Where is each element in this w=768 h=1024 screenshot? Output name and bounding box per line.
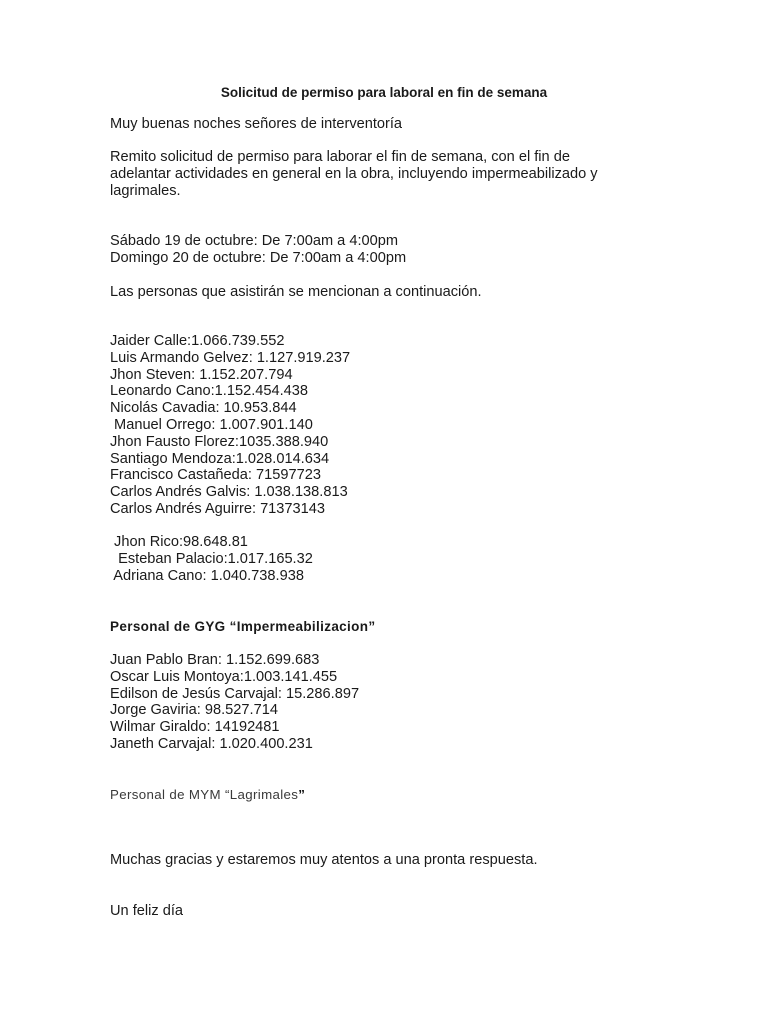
intro-paragraph (110, 149, 650, 200)
list-item: Oscar Luis Montoya:1.003.141.455 (110, 668, 338, 685)
list-item: Carlos Andrés Galvis: 1.038.138.813 (110, 484, 348, 501)
intro-line: lagrimales. (110, 183, 181, 199)
list-item: Juan Pablo Bran: 1.152.699.683 (110, 652, 320, 668)
list-item: Jhon Steven: 1.152.207.794 (110, 366, 293, 383)
list-item: Wilmar Giraldo: 14192481 (110, 719, 280, 736)
intro-line: adelantar actividades en general en la obra, incluyendo impermeabilizado y (110, 166, 598, 182)
list-item: Manuel Orrego: 1.007.901.140 (110, 416, 313, 433)
schedule-line: Domingo 20 de octubre: De 7:00am a 4:00pm (110, 250, 407, 266)
list-item: Leonardo Cano:1.152.454.438 (110, 383, 308, 400)
attendees-list (110, 333, 350, 518)
list-item: Esteban Palacio:1.017.165.32 (110, 550, 313, 567)
list-item: Edilson de Jesús Carvajal: 15.286.897 (110, 685, 360, 702)
attendees-extra-list (110, 534, 313, 584)
list-item: Jaider Calle:1.066.739.552 (110, 333, 285, 349)
list-item: Francisco Castañeda: 71597723 (110, 467, 321, 484)
mym-heading (110, 786, 305, 803)
list-item: Jorge Gaviria: 98.527.714 (110, 702, 278, 719)
gyg-heading: Personal de GYG “Impermeabilizacion” (110, 619, 376, 634)
mym-heading-close-quote: ” (298, 787, 306, 802)
list-item: Jhon Fausto Florez:1035.388.940 (110, 433, 329, 450)
mym-heading-text: Personal de MYM “Lagrimales (110, 787, 299, 802)
intro-line: Remito solicitud de permiso para laborar el fin de semana, con el fin de (110, 149, 570, 165)
list-item: Janeth Carvajal: 1.020.400.231 (110, 735, 313, 752)
list-item: Adriana Cano: 1.040.738.938 (110, 567, 304, 584)
document-title: Solicitud de permiso para laboral en fin de semana (220, 85, 548, 100)
greeting: Muy buenas noches señores de interventoría (110, 116, 403, 132)
list-item: Luis Armando Gelvez: 1.127.919.237 (110, 349, 351, 366)
list-item: Santiago Mendoza:1.028.014.634 (110, 450, 330, 467)
closing-line: Un feliz día (110, 903, 184, 919)
attendees-intro: Las personas que asistirán se mencionan a continuación. (110, 284, 482, 300)
gyg-staff-list (110, 652, 359, 753)
thanks-line: Muchas gracias y estaremos muy atentos a una pronta respuesta. (110, 852, 538, 868)
schedule (110, 233, 650, 267)
schedule-line: Sábado 19 de octubre: De 7:00am a 4:00pm (110, 233, 399, 249)
list-item: Jhon Rico:98.648.81 (110, 534, 248, 550)
list-item: Nicolás Cavadia: 10.953.844 (110, 400, 297, 417)
list-item: Carlos Andrés Aguirre: 71373143 (110, 500, 325, 517)
